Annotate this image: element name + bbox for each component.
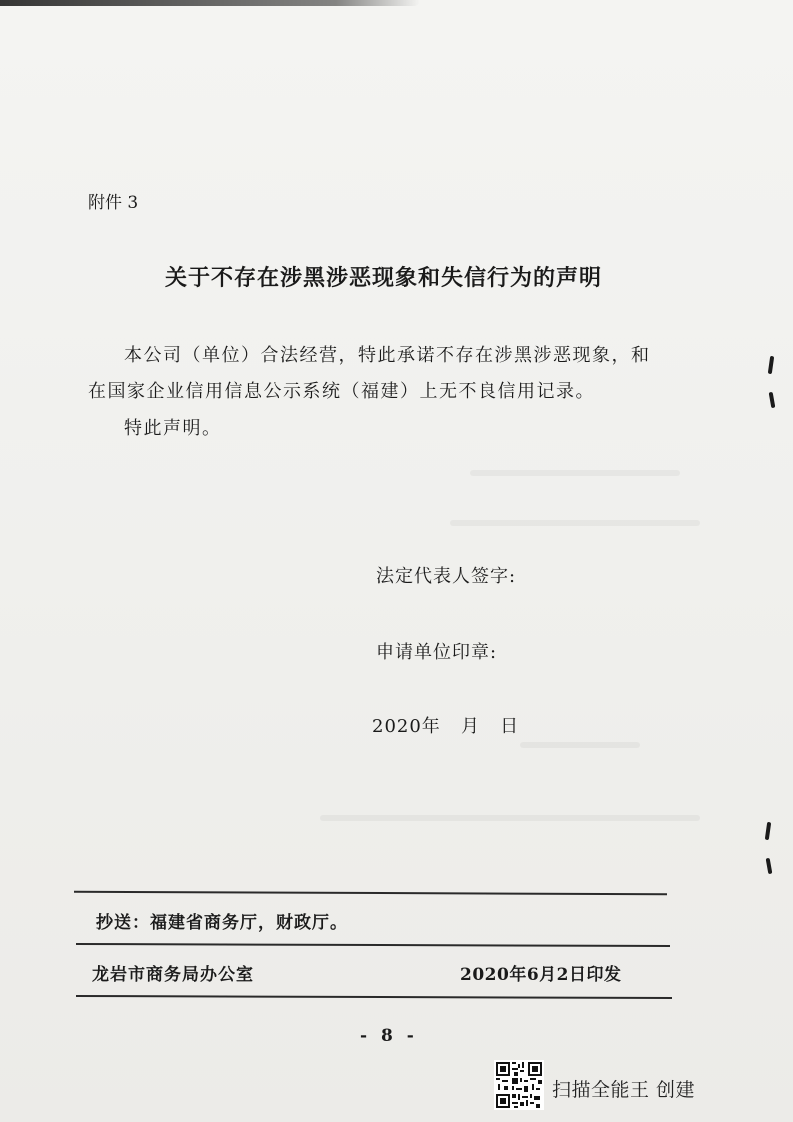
footer-rule-top [74, 891, 667, 895]
issue-date: 2020年6月2日印发 [460, 965, 622, 985]
body-paragraph-line: 在国家企业信用信息公示系统（福建）上无不良信用记录。 [88, 381, 595, 402]
footer-rule-middle [76, 943, 670, 947]
footer-rule-bottom [76, 995, 672, 999]
page-number: - 8 - [360, 1026, 418, 1046]
bleed-through-mark [470, 470, 680, 476]
binding-hole-mark [768, 356, 774, 374]
bleed-through-mark [520, 742, 640, 748]
binding-hole-mark [765, 822, 771, 840]
binding-hole-mark [769, 392, 776, 408]
signature-date: 2020年 月 日 [372, 716, 520, 737]
body-paragraph-line: 本公司（单位）合法经营，特此承诺不存在涉黑涉恶现象，和 [124, 345, 651, 366]
company-seal-label: 申请单位印章: [376, 642, 498, 663]
qr-code-icon [494, 1060, 544, 1110]
scanner-watermark-label: 扫描全能王 创建 [552, 1079, 696, 1101]
legal-representative-signature-label: 法定代表人签字: [376, 566, 517, 587]
bleed-through-mark [450, 520, 700, 526]
cc-recipients: 抄送：福建省商务厅，财政厅。 [96, 913, 348, 933]
document-title: 关于不存在涉黑涉恶现象和失信行为的声明 [165, 265, 603, 291]
bleed-through-mark [320, 815, 700, 821]
issuing-office: 龙岩市商务局办公室 [92, 965, 254, 985]
closing-statement: 特此声明。 [124, 418, 222, 439]
attachment-label: 附件 3 [88, 193, 139, 213]
scan-edge-shadow [0, 0, 420, 6]
binding-hole-mark [766, 858, 773, 874]
